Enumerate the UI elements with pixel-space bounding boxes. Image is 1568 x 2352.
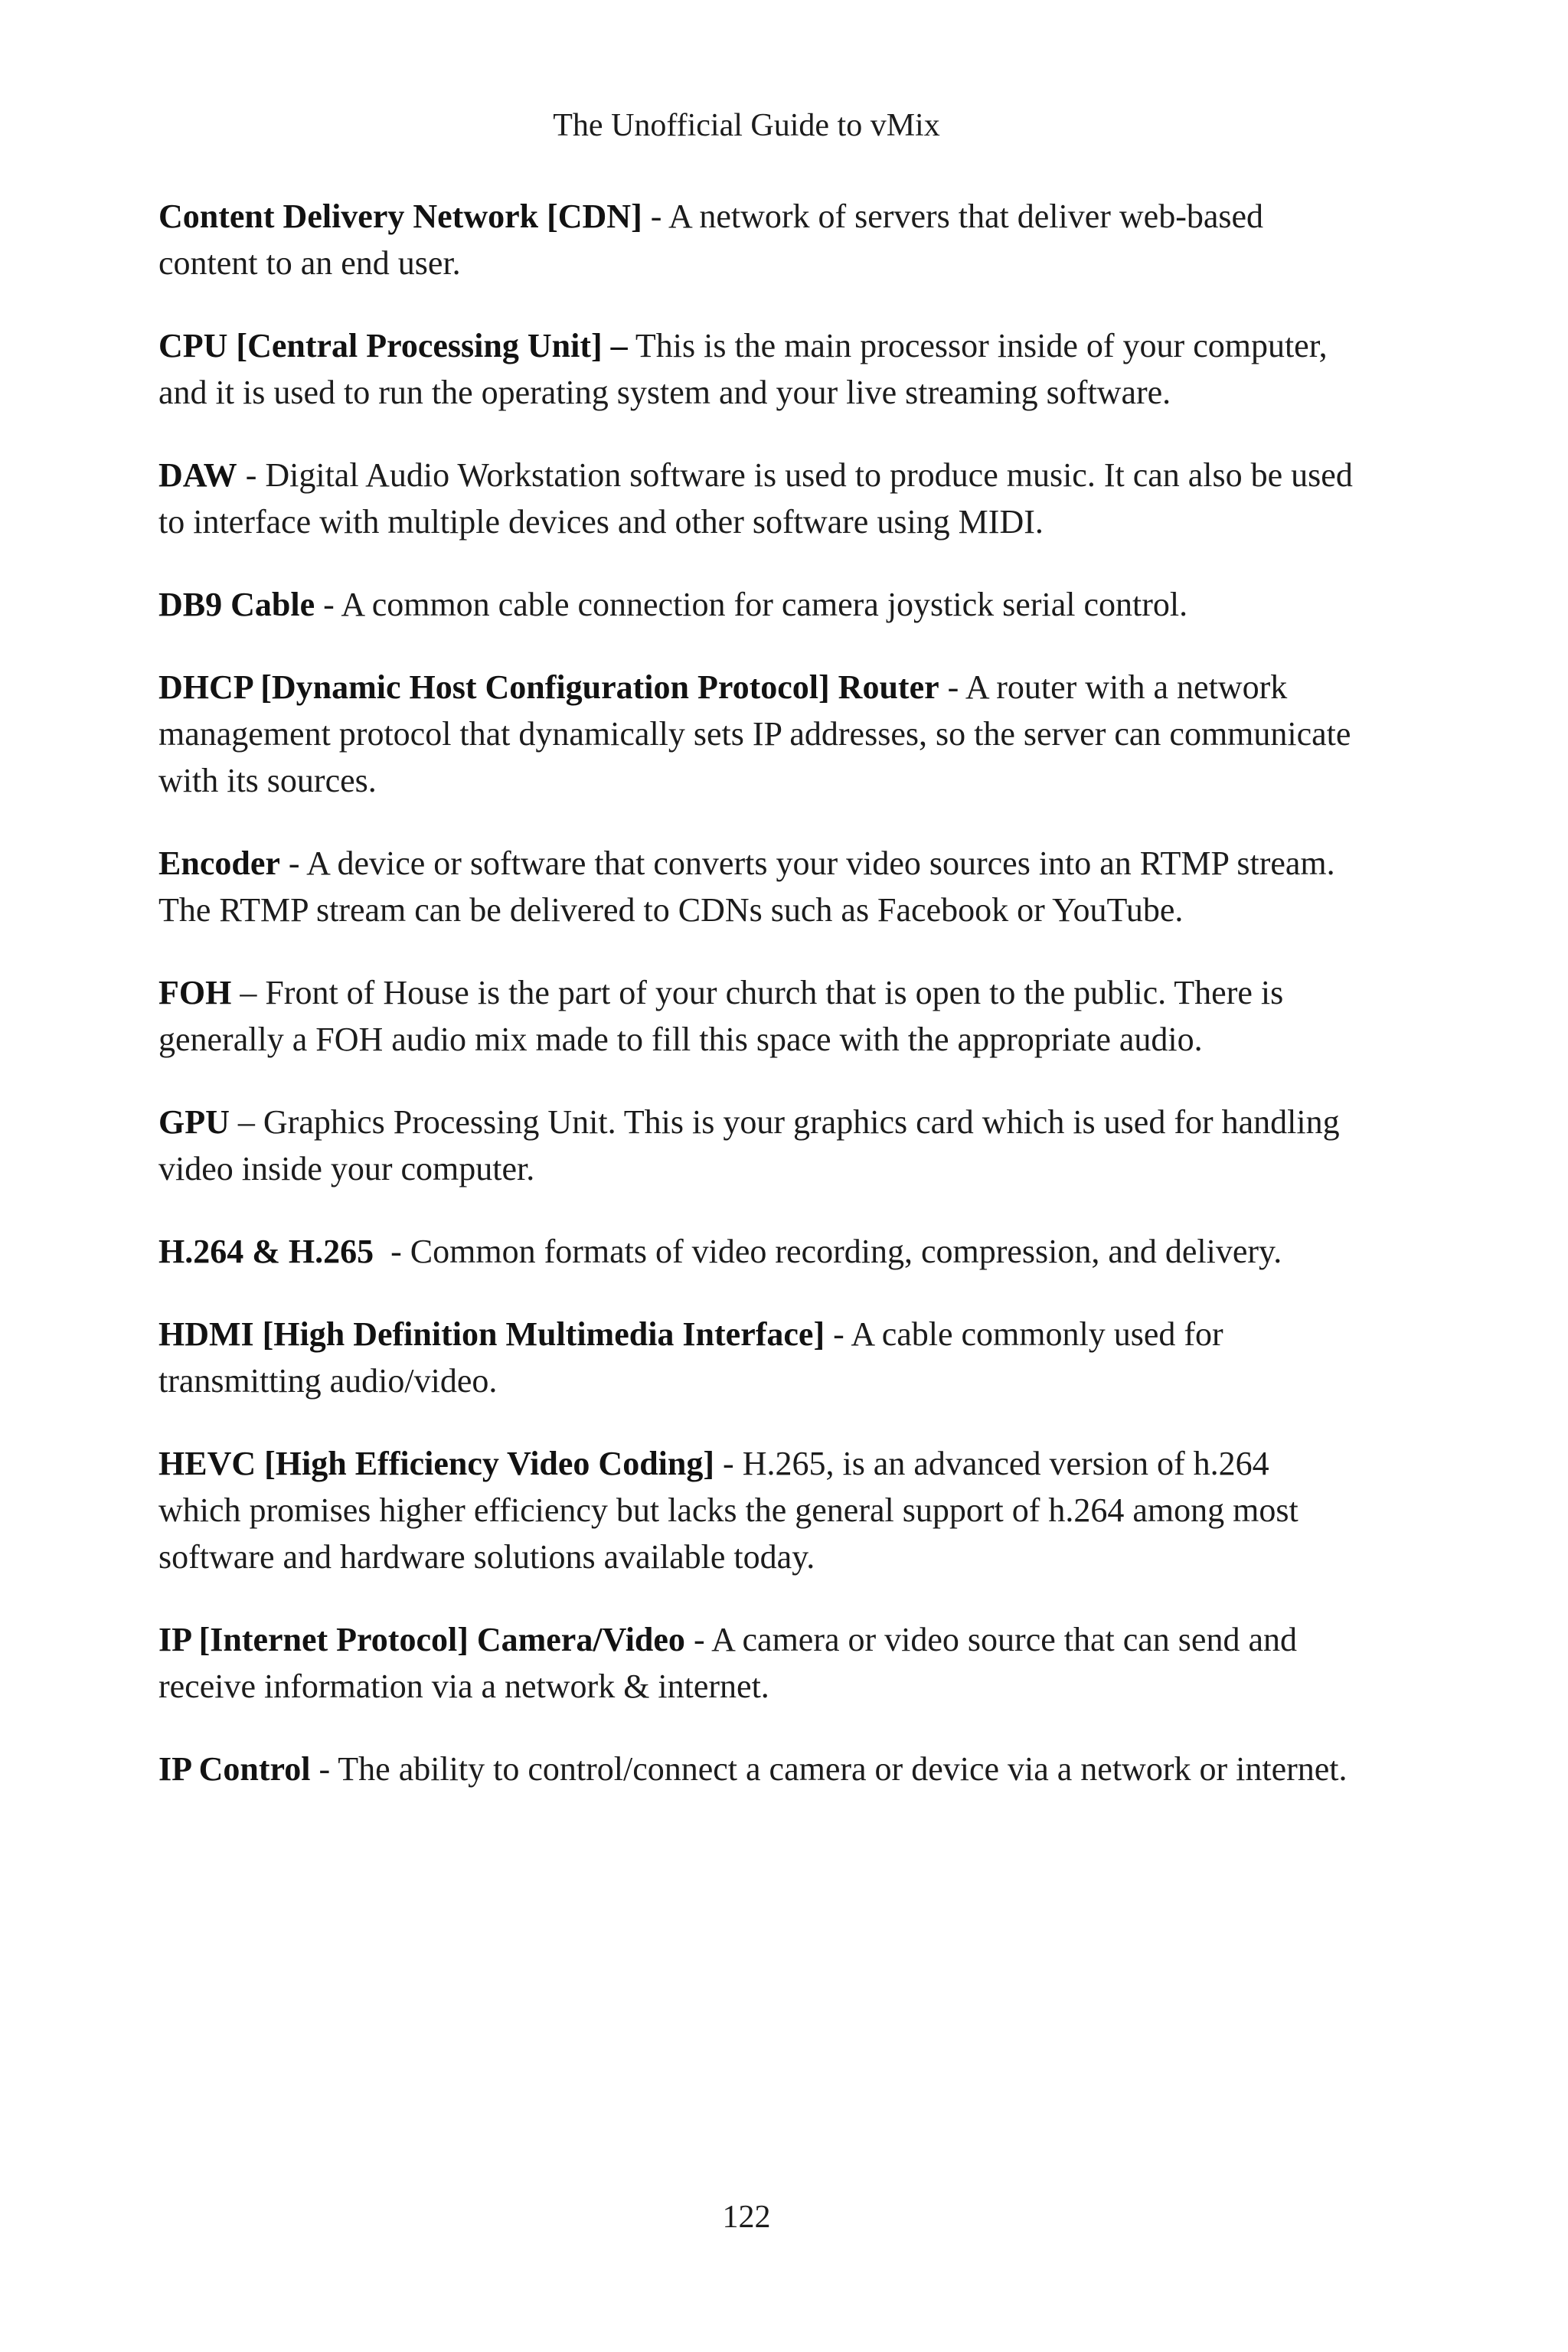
glossary-separator: - bbox=[279, 844, 307, 882]
glossary-term: CPU [Central Processing Unit] – bbox=[158, 327, 628, 364]
glossary-entry-hdmi bbox=[158, 1311, 1353, 1404]
glossary-term: DB9 Cable bbox=[158, 586, 315, 623]
glossary-list bbox=[158, 193, 1353, 1828]
glossary-entry-hevc bbox=[158, 1440, 1353, 1580]
glossary-definition: A common cable connection for camera joystick serial control. bbox=[341, 586, 1188, 623]
glossary-term: HEVC [High Efficiency Video Coding] bbox=[158, 1445, 715, 1482]
glossary-definition: This is the main processor inside of your computer, and it is used to run the operating system and your live streaming software. bbox=[158, 327, 1328, 411]
glossary-entry-db9 bbox=[158, 581, 1353, 628]
glossary-definition: A camera or video source that can send and receive information via a network & internet. bbox=[158, 1621, 1297, 1705]
glossary-separator: - bbox=[939, 668, 965, 706]
glossary-separator: - bbox=[374, 1233, 410, 1270]
glossary-entry-dhcp bbox=[158, 664, 1353, 804]
glossary-term: IP Control bbox=[158, 1750, 311, 1788]
glossary-entry-gpu bbox=[158, 1099, 1353, 1192]
glossary-separator: - bbox=[714, 1445, 743, 1482]
glossary-entry-cdn bbox=[158, 193, 1353, 286]
glossary-separator: – bbox=[231, 974, 266, 1011]
glossary-definition: Front of House is the part of your church that is open to the public. There is generally a FOH audio mix made to fill this space with the appropriate audio. bbox=[158, 974, 1284, 1058]
glossary-separator: - bbox=[310, 1750, 338, 1788]
glossary-separator: - bbox=[684, 1621, 712, 1658]
glossary-definition: Common formats of video recording, compression, and delivery. bbox=[410, 1233, 1282, 1270]
glossary-definition: The ability to control/connect a camera or device via a network or internet. bbox=[338, 1750, 1348, 1788]
glossary-entry-daw bbox=[158, 452, 1353, 545]
glossary-separator: - bbox=[825, 1315, 851, 1353]
glossary-separator: - bbox=[237, 456, 266, 494]
glossary-definition: A router with a network management protocol that dynamically sets IP addresses, so the server can communicate with its sources. bbox=[158, 668, 1351, 799]
glossary-entry-foh bbox=[158, 969, 1353, 1063]
glossary-entry-ip-camera bbox=[158, 1616, 1353, 1710]
glossary-definition: A cable commonly used for transmitting audio/video. bbox=[158, 1315, 1223, 1400]
glossary-separator: - bbox=[642, 198, 668, 235]
glossary-term: Encoder bbox=[158, 844, 280, 882]
glossary-term: Content Delivery Network [CDN] bbox=[158, 198, 642, 235]
glossary-term: IP [Internet Protocol] Camera/Video bbox=[158, 1621, 685, 1658]
glossary-term: GPU bbox=[158, 1103, 230, 1141]
glossary-entry-cpu bbox=[158, 322, 1353, 416]
glossary-definition: Digital Audio Workstation software is used to produce music. It can also be used to interface with multiple devices and other software using MIDI. bbox=[158, 456, 1353, 541]
glossary-separator: – bbox=[229, 1103, 263, 1141]
glossary-term: DAW bbox=[158, 456, 237, 494]
glossary-definition: A network of servers that deliver web-based content to an end user. bbox=[158, 198, 1264, 282]
page-number: 122 bbox=[722, 2200, 771, 2235]
glossary-term: H.264 & H.265 bbox=[158, 1233, 374, 1270]
glossary-separator: - bbox=[315, 586, 341, 623]
glossary-definition: A device or software that converts your video sources into an RTMP stream. The RTMP stream can be delivered to CDNs such as Facebook or YouTube. bbox=[158, 844, 1335, 929]
glossary-entry-encoder bbox=[158, 840, 1353, 933]
glossary-entry-h264-h265 bbox=[158, 1228, 1353, 1275]
glossary-definition: H.265, is an advanced version of h.264 which promises higher efficiency but lacks the general support of h.264 among most software and hardware solutions available today. bbox=[158, 1445, 1298, 1576]
glossary-entry-ip-control bbox=[158, 1746, 1353, 1792]
glossary-definition: Graphics Processing Unit. This is your graphics card which is used for handling video inside your computer. bbox=[158, 1103, 1340, 1187]
glossary-term: HDMI [High Definition Multimedia Interface] bbox=[158, 1315, 825, 1353]
glossary-separator bbox=[628, 327, 635, 364]
glossary-term: DHCP [Dynamic Host Configuration Protocol] Router bbox=[158, 668, 939, 706]
running-header: The Unofficial Guide to vMix bbox=[553, 108, 940, 143]
glossary-term: FOH bbox=[158, 974, 232, 1011]
